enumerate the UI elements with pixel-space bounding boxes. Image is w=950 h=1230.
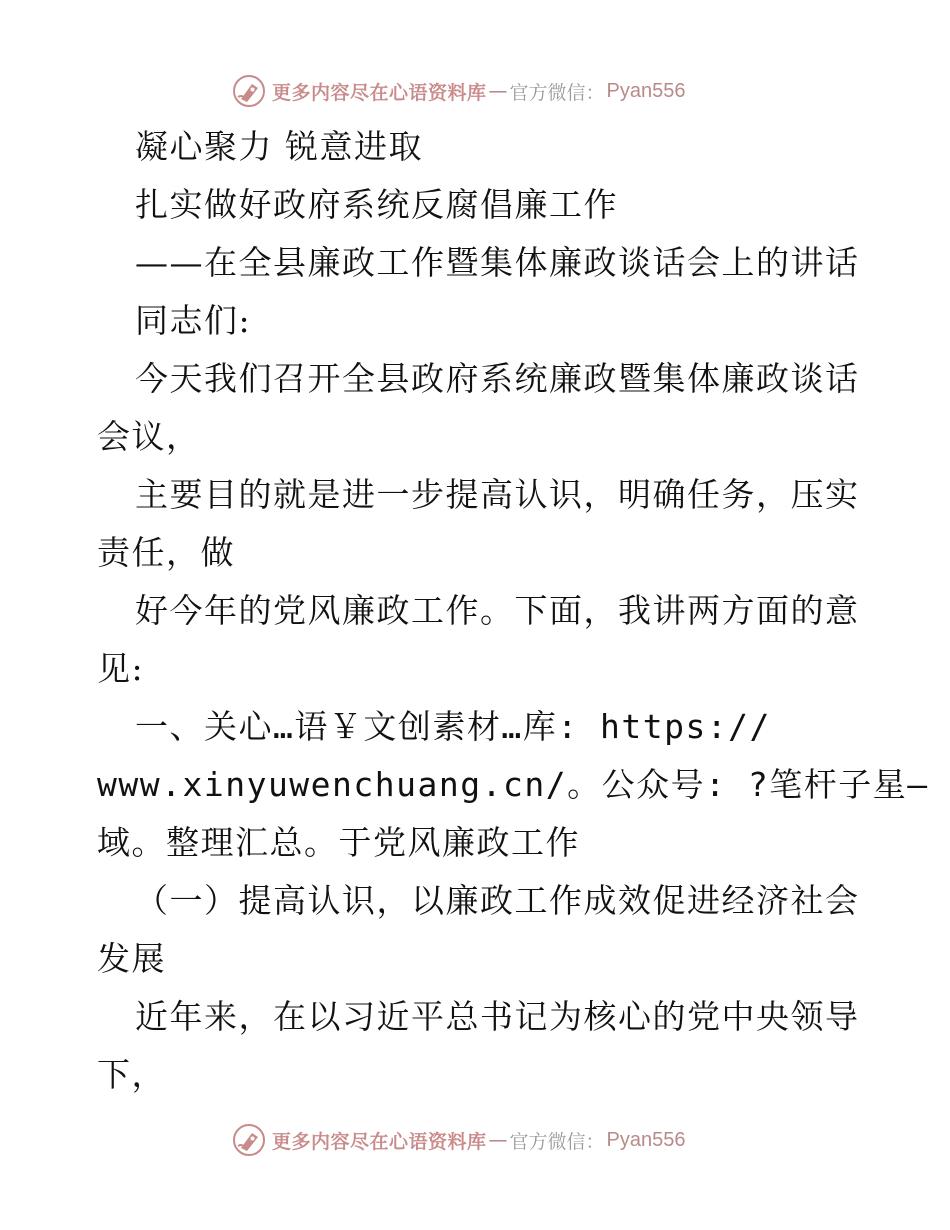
speech-title-line-1: 凝心聚力 锐意进取 [135, 127, 423, 166]
watermark-official-label: 官方微信： [509, 1130, 605, 1153]
speech-title-line-2: 扎实做好政府系统反腐倡廉工作 [135, 185, 618, 224]
section-heading-line: 一、关心…语￥文创素材…库: https:// [135, 707, 771, 746]
watermark-official-label: 官方微信： [509, 81, 605, 104]
paragraph-line: 会议， [97, 417, 201, 456]
watermark-dash: — [488, 1129, 508, 1151]
paragraph-line: 下， [97, 1055, 166, 1094]
salutation: 同志们: [135, 301, 252, 340]
paragraph-line: 好今年的党风廉政工作。下面，我讲两方面的意 [135, 591, 860, 630]
pen-nib-logo-icon [232, 74, 266, 108]
paragraph-line: 见: [97, 649, 145, 688]
pen-nib-logo-icon [232, 1123, 266, 1157]
section-heading-line: www.xinyuwenchuang.cn/。公众号: ?笔杆子星— [97, 765, 929, 804]
document-body [97, 118, 929, 1104]
watermark-account-id: Pyan556 [606, 79, 686, 102]
watermark-dash: — [488, 80, 508, 102]
paragraph-line: 近年来，在以习近平总书记为核心的党中央领导 [135, 997, 860, 1036]
paragraph-line: 主要目的就是进一步提高认识，明确任务，压实 [135, 475, 860, 514]
header-watermark [232, 71, 686, 111]
paragraph-line: 责任，做 [97, 533, 235, 572]
section-heading-line: 域。整理汇总。于党风廉政工作 [97, 823, 580, 862]
subsection-heading-line: 发展 [97, 939, 166, 978]
speech-subtitle: ——在全县廉政工作暨集体廉政谈话会上的讲话 [135, 243, 860, 282]
watermark-brand-text: 更多内容尽在心语资料库 [272, 1130, 487, 1153]
paragraph-line: 今天我们召开全县政府系统廉政暨集体廉政谈话 [135, 359, 860, 398]
watermark-brand-text: 更多内容尽在心语资料库 [272, 81, 487, 104]
watermark-account-id: Pyan556 [606, 1128, 686, 1151]
subsection-heading-line: （一）提高认识，以廉政工作成效促进经济社会 [135, 881, 860, 920]
footer-watermark [232, 1120, 686, 1160]
